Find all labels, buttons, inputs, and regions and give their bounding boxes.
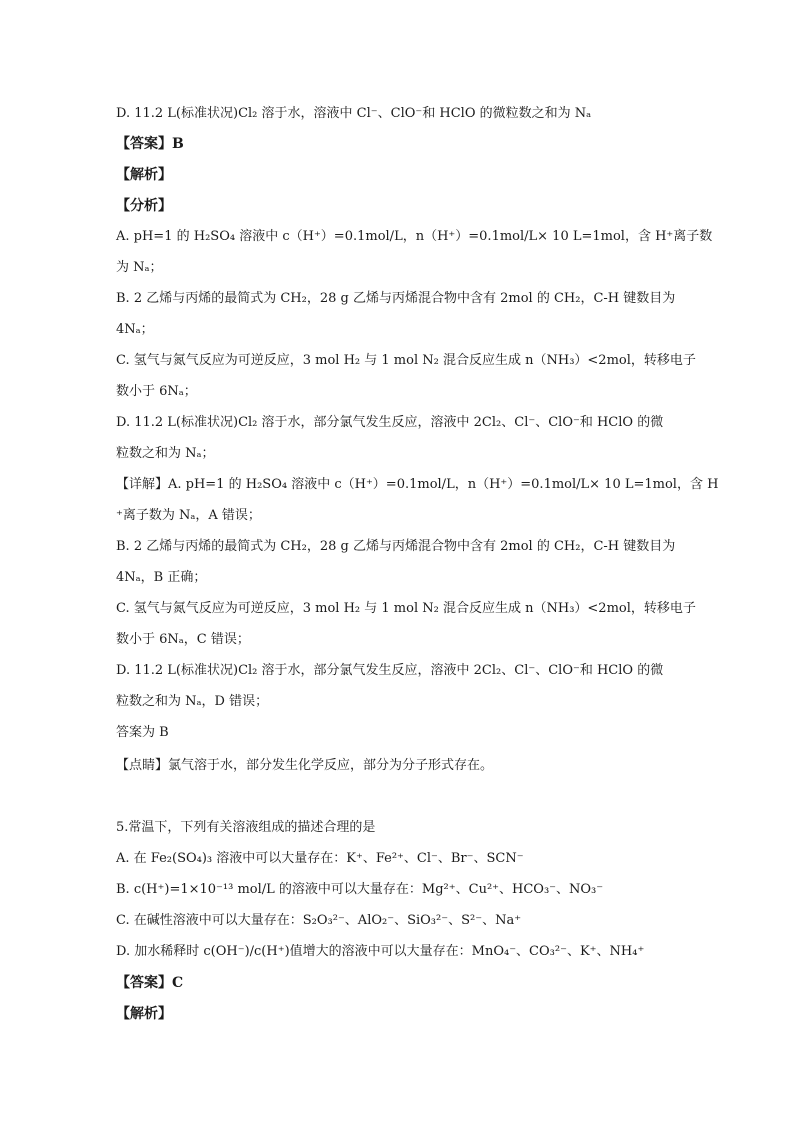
detail-b-line-1: B. 2 乙烯与丙烯的最简式为 CH₂，28 g 乙烯与丙烯混合物中含有 2mol 的 CH₂，C-H 键数目为 (116, 539, 676, 554)
question-5-answer: 【答案】C (116, 975, 184, 991)
fenxi-d-line-1: D. 11.2 L(标准状况)Cl₂ 溶于水，部分氯气发生反应，溶液中 2Cl₂、Cl⁻、ClO⁻和 HClO 的微 (116, 415, 664, 430)
question-5-option-c: C. 在碱性溶液中可以大量存在：S₂O₃²⁻、AlO₂⁻、SiO₃²⁻、S²⁻、Na⁺ (116, 913, 522, 928)
answer-summary: 答案为 B (116, 725, 169, 740)
fenxi-b-line-2: 4Nₐ； (116, 322, 154, 337)
fenxi-heading: 【分析】 (116, 198, 172, 214)
answer-label: 【答案】B (116, 136, 184, 152)
detail-d-line-2: 粒数之和为 Nₐ，D 错误； (116, 694, 269, 709)
analysis-heading: 【解析】 (116, 167, 172, 183)
fenxi-c-line-1: C. 氢气与氮气反应为可逆反应，3 mol H₂ 与 1 mol N₂ 混合反应生成 n（NH₃）<2mol，转移电子 (116, 353, 696, 368)
detail-c-line-1: C. 氢气与氮气反应为可逆反应，3 mol H₂ 与 1 mol N₂ 混合反应生成 n（NH₃）<2mol，转移电子 (116, 601, 696, 616)
fenxi-b-line-1: B. 2 乙烯与丙烯的最简式为 CH₂，28 g 乙烯与丙烯混合物中含有 2mol 的 CH₂，C-H 键数目为 (116, 291, 676, 306)
detail-b-line-2: 4Nₐ，B 正确； (116, 570, 207, 585)
fenxi-a-line-2: 为 Nₐ； (116, 260, 163, 275)
fenxi-a-line-1: A. pH=1 的 H₂SO₄ 溶液中 c（H⁺）=0.1mol/L，n（H⁺）=0.1mol/L× 10 L=1mol，含 H⁺离子数 (116, 229, 713, 244)
question-5-option-b: B. c(H⁺)=1×10⁻¹³ mol/L 的溶液中可以大量存在：Mg²⁺、Cu²⁺、HCO₃⁻、NO₃⁻ (116, 882, 604, 897)
question-5-option-d: D. 加水稀释时 c(OH⁻)/c(H⁺)值增大的溶液中可以大量存在：MnO₄⁻、CO₃²⁻、K⁺、NH₄⁺ (116, 944, 645, 959)
dianjing-note: 【点睛】氯气溶于水，部分发生化学反应，部分为分子形式存在。 (116, 758, 494, 773)
question-5-analysis-heading: 【解析】 (116, 1006, 172, 1022)
fenxi-d-line-2: 粒数之和为 Nₐ； (116, 446, 215, 461)
option-d-line: D. 11.2 L(标准状况)Cl₂ 溶于水，溶液中 Cl⁻、ClO⁻和 HClO 的微粒数之和为 Nₐ (116, 106, 592, 121)
detail-d-line-1: D. 11.2 L(标准状况)Cl₂ 溶于水，部分氯气发生反应，溶液中 2Cl₂、Cl⁻、ClO⁻和 HClO 的微 (116, 663, 664, 678)
question-5-option-a: A. 在 Fe₂(SO₄)₃ 溶液中可以大量存在：K⁺、Fe²⁺、Cl⁻、Br⁻、SCN⁻ (116, 851, 524, 866)
detail-a-line-1: 【详解】A. pH=1 的 H₂SO₄ 溶液中 c（H⁺）=0.1mol/L，n（H⁺）=0.1mol/L× 10 L=1mol，含 H (116, 477, 719, 492)
fenxi-c-line-2: 数小于 6Nₐ； (116, 384, 197, 399)
detail-c-line-2: 数小于 6Nₐ，C 错误； (116, 632, 250, 647)
question-5-stem: 5.常温下，下列有关溶液组成的描述合理的是 (116, 820, 376, 835)
detail-a-line-2: ⁺离子数为 Nₐ，A 错误； (116, 508, 261, 523)
